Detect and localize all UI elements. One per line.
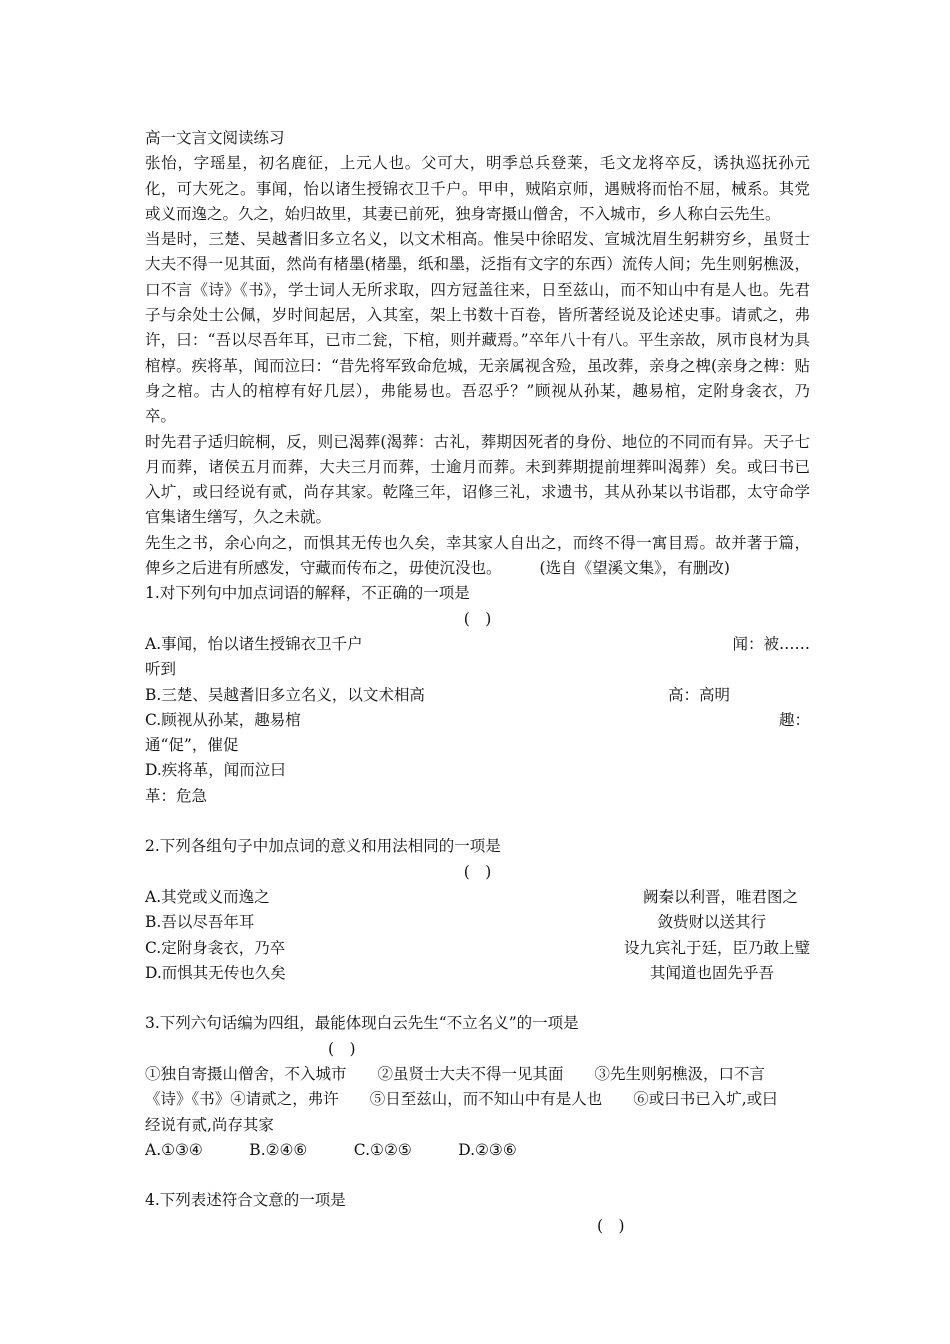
q2-a-right: 阙秦以利晋，唯君图之: [642, 887, 798, 906]
q3-line-3: 经说有贰,尚存其家: [145, 1115, 274, 1134]
q1-c-text: C.顾视从孙某，趣易棺: [145, 710, 301, 729]
q1-option-a: [145, 632, 810, 657]
q3-line-1: ①独自寄摄山僧舍，不入城市 ②虽贤士大夫不得一见其面 ③先生则躬樵汲，口不言: [145, 1064, 766, 1083]
passage-para-3: 时先君子适归皖桐，反，则已渴葬(渴葬：古礼，葬期因死者的身份、地位的不同而有异。天子七月而葬，诸侯五月而葬，大夫三月而葬，士逾月而葬。未到葬期提前埋葬叫渴葬）矣。或曰书已入圹，或曰经说有贰，尚存其家。乾隆三年，诏修三礼，求遗书，其从孙某以书诣郡，太守命学官集诸生缮写，久之未就。: [145, 432, 810, 527]
q1-a-text: A.事闻，怡以诸生授锦衣卫千户: [145, 634, 363, 653]
q1-c-note-cont: 通“促”，催促: [145, 736, 239, 755]
q1-option-b: [145, 683, 810, 708]
q1-option-c: [145, 708, 810, 733]
q2-d-left: D.而惧其无传也久矣: [145, 963, 286, 982]
q1-answer-paren: ( ): [463, 609, 492, 628]
q2-option-b: [145, 910, 810, 935]
spacer: [145, 986, 810, 1011]
q1-b-note: 高：高明: [667, 685, 730, 704]
q1-option-d: D.疾将革，闻而泣曰: [145, 761, 286, 780]
passage-para-1: 张怡，字瑶星，初名鹿征，上元人也。父可大，明季总兵登莱，毛文龙将卒反，诱执巡抚孙元化，可大死之。事闻，怡以诸生授锦衣卫千户。甲申，贼陷京师，遇贼将而怡不屈，械系。其党或义而逸之。久之，始归故里，其妻已前死，独身寄摄山僧舍，不入城市，乡人称白云先生。: [145, 154, 810, 223]
doc-title: 高一文言文阅读练习: [145, 129, 285, 147]
q1-d-note: 革：危急: [145, 786, 208, 805]
q1-stem: 1.对下列句中加点词语的解释，不正确的一项是: [145, 584, 470, 603]
q2-c-left: C.定附身衾衣，乃卒: [145, 938, 286, 957]
q2-d-right: 其闻道也固先乎吾: [649, 963, 774, 982]
q3-stem: 3.下列六句话编为四组，最能体现白云先生“不立名义”的一项是: [145, 1014, 579, 1033]
q3-answer-paren: ( ): [328, 1039, 356, 1058]
document-page: [145, 126, 810, 1239]
passage-para-4: [145, 531, 810, 582]
q2-c-right: 设九宾礼于廷，臣乃敢上璧: [623, 938, 810, 957]
q2-stem: 2.下列各组句子中加点词的意义和用法相同的一项是: [145, 837, 501, 856]
q1-b-text: B.三楚、吴越耆旧多立名义，以文术相高: [145, 685, 425, 704]
q2-option-d: [145, 961, 810, 986]
q1-c-note: 趣：: [778, 710, 810, 729]
q1-a-note: 闻：被……: [732, 634, 810, 653]
q2-option-c: [145, 936, 810, 961]
q3-line-2: 《诗》《书》④请贰之，弗许 ⑤日至兹山，而不知山中有是人也 ⑥或曰书已入圹,或曰: [145, 1090, 778, 1109]
spacer: [145, 809, 810, 834]
q4-answer-paren: ( ): [597, 1216, 625, 1235]
q2-b-left: B.吾以尽吾年耳: [145, 913, 255, 932]
spacer: [145, 1163, 810, 1188]
q1-a-note-cont: 听到: [145, 660, 177, 679]
q4-stem: 4.下列表述符合文意的一项是: [145, 1191, 346, 1210]
q3-options: A.①③④ B.②④⑥ C.①②⑤ D.②③⑥: [145, 1140, 517, 1159]
passage-para-4-text: 先生之书，余心向之，而惧其无传也久矣，幸其家人自出之，而终不得一寓目焉。故并著于篇，俾乡之后进有所感发，守藏而传布之，毋使沉没也。: [145, 533, 810, 578]
q2-a-left: A.其党或义而逸之: [145, 887, 270, 906]
q2-answer-paren: ( ): [463, 862, 492, 881]
q2-b-right: 敛赀财以送其行: [657, 913, 766, 932]
source-citation: (选自《望溪文集》，有删改): [539, 559, 730, 578]
passage-para-2: 当是时，三楚、吴越耆旧多立名义，以文术相高。惟吴中徐昭发、宣城沈眉生躬耕穷乡，虽贤士大夫不得一见其面，然尚有楮墨(楮墨，纸和墨，泛指有文字的东西）流传人间；先生则躬樵汲，口不言《诗》《书》，学士词人无所求取，四方冠盖往来，日至兹山，而不知山中有是人也。先君子与余处士公佩，岁时间起居，入其室，架上书数十百卷，皆所著经说及论述史事。请贰之，弗许，曰：“吾以尽吾年耳，已市二瓮，下棺，则并藏焉。”卒年八十有八。平生亲故，夙市良材为具棺椁。疾将革，闻而泣曰：“昔先将军致命危城，无亲属视含殓，虽改葬，亲身之椑(亲身之椑：贴身之棺。古人的棺椁有好几层），弗能易也。吾忍乎？”顾视从孙某，趣易棺，定附身衾衣，乃卒。: [145, 230, 810, 426]
q2-option-a: [145, 885, 810, 910]
